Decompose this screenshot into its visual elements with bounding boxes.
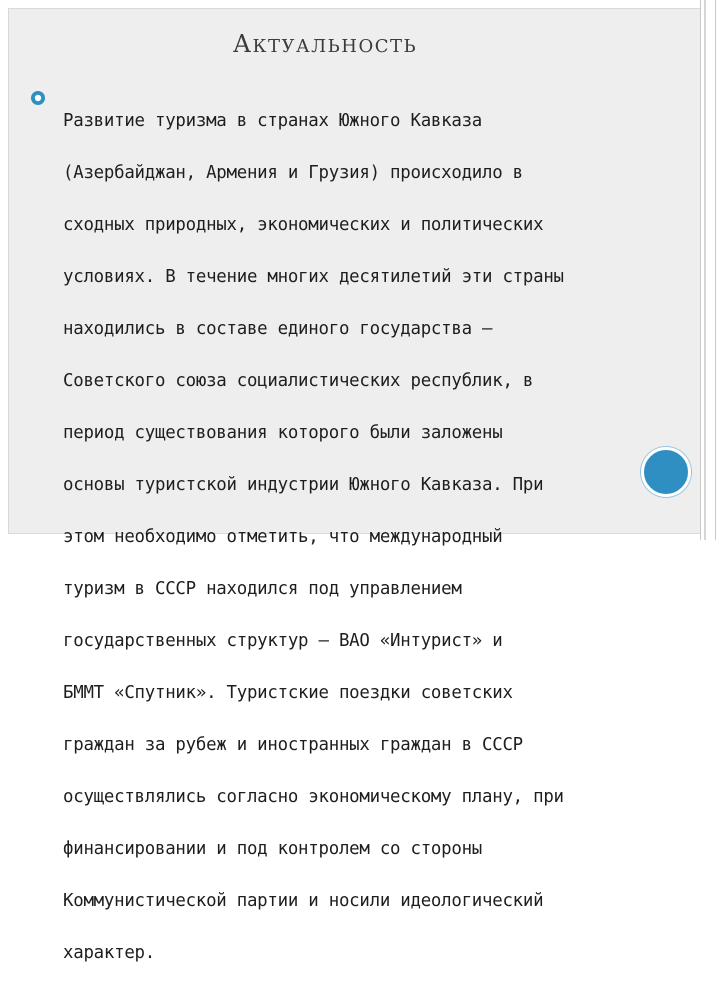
body-line: граждан за рубеж и иностранных граждан в СССР [63, 735, 523, 755]
circle-bullet-icon [30, 90, 46, 106]
body-line: Советского союза социалистических республик, в [63, 371, 534, 391]
slide-frame-edge [700, 0, 716, 540]
body-line: БММТ «Спутник». Туристские поездки советских [63, 683, 513, 703]
body-line: туризм в СССР находился под управлением [63, 579, 462, 599]
title-rest: КТУАЛЬНОСТЬ [252, 36, 418, 57]
body-line: государственных структур – ВАО «Интурист» и [63, 631, 503, 651]
slide-frame-line [704, 0, 706, 540]
body-line: этом необходимо отметить, что международный [63, 527, 503, 547]
body-line: находились в составе единого государства – [63, 319, 493, 339]
decorative-circle-badge [641, 447, 691, 497]
body-line: основы туристской индустрии Южного Кавказа. При [63, 475, 544, 495]
body-line: сходных природных, экономических и политических [63, 215, 544, 235]
body-line: условиях. В течение многих десятилетий эти страны [63, 267, 564, 287]
body-paragraph [63, 82, 693, 992]
body-line: период существования которого были заложены [63, 423, 503, 443]
body-line: характер. [63, 943, 155, 963]
title-first-letter: А [232, 30, 253, 58]
body-line: осуществлялись согласно экономическому плану, при [63, 787, 564, 807]
body-line: финансировании и под контролем со стороны [63, 839, 483, 859]
body-line: (Азербайджан, Армения и Грузия) происходило в [63, 163, 523, 183]
slide-title [0, 30, 650, 58]
body-line: Развитие туризма в странах Южного Кавказа [63, 111, 483, 131]
body-line: Коммунистической партии и носили идеологический [63, 891, 544, 911]
